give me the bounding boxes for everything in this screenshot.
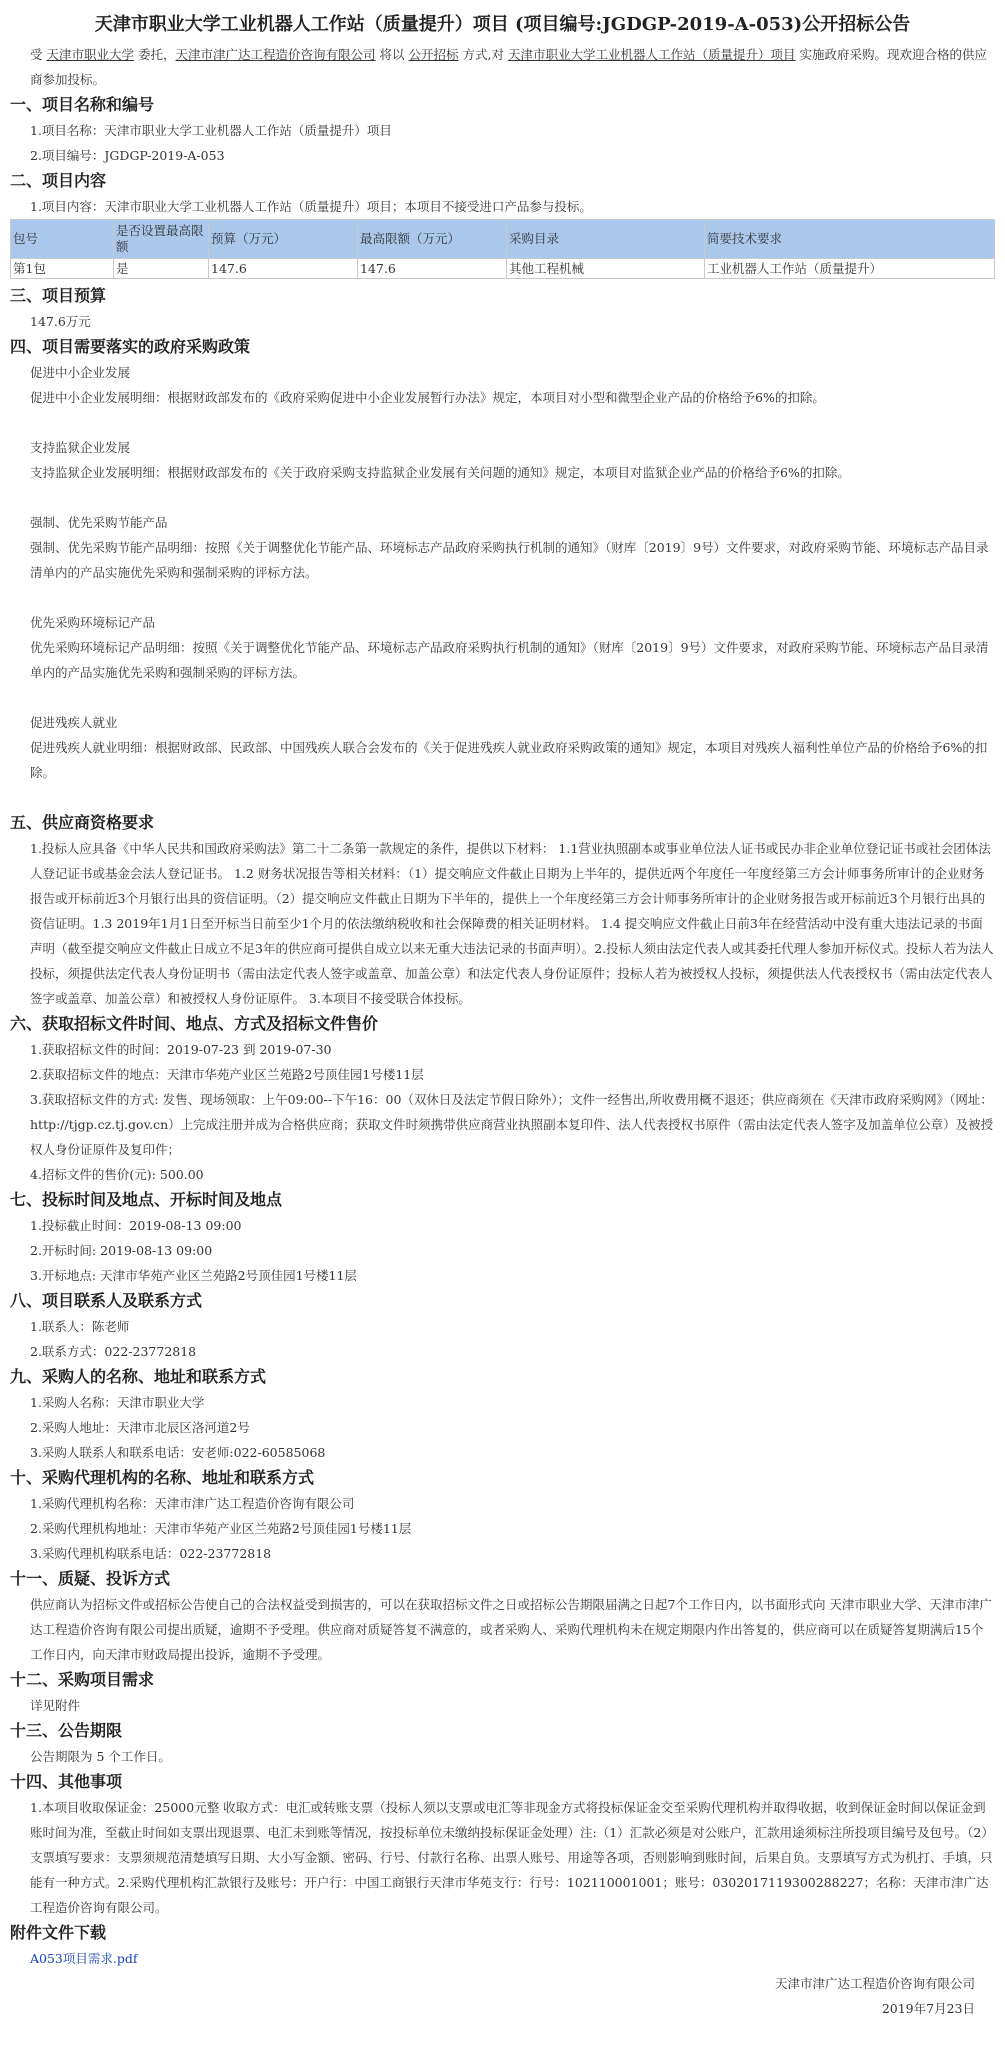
intro-text: 将以: [379, 47, 405, 62]
buyer-name: 天津市职业大学: [46, 47, 135, 62]
section-heading-4: 四、项目需要落实的政府采购政策: [10, 337, 251, 356]
contact-phone: 2.联系方式：022-23772818: [30, 1344, 197, 1359]
section-heading-8: 八、项目联系人及联系方式: [10, 1291, 203, 1310]
policy-detail: 支持监狱企业发展明细：根据财政部发布的《关于政府采购支持监狱企业发展有关问题的通知》规定，本项目对监狱企业产品的价格给予6%的扣除。: [30, 465, 850, 480]
section-heading-5: 五、供应商资格要求: [10, 813, 155, 832]
agency-address: 2.采购代理机构地址：天津市华苑产业区兰苑路2号顶佳园1号楼11层: [30, 1521, 412, 1536]
table-row: [11, 259, 995, 279]
doc-way: 3.获取招标文件的方式: 发售、现场领取：上午09:00--下午16：00（双休日及法定节假日除外）；文件一经售出,所收费用概不退还；供应商须在《天津市政府采购网》（网址：http://tjgp.cz.tj.gov.cn）上完成注册并成为合格供应商；获取文件时须携带供应商营业执照副本复印件、法人代表授权书原件（需由法定代表人签字及加盖单位公章）及被授权人身份证原件及复印件；: [30, 1092, 994, 1157]
table-cell: 工业机器人工作站（质量提升）: [705, 259, 995, 279]
section-heading-2: 二、项目内容: [10, 171, 107, 190]
attachment-list: [10, 1946, 995, 1971]
spacer: [10, 485, 995, 510]
policy-title: 强制、优先采购节能产品: [30, 515, 168, 530]
policy-title: 支持监狱企业发展: [30, 440, 131, 455]
section-heading-3: 三、项目预算: [10, 286, 107, 305]
agency-name-line: 1.采购代理机构名称：天津市津广达工程造价咨询有限公司: [30, 1496, 355, 1511]
policy-detail: 优先采购环境标记产品明细：按照《关于调整优化节能产品、环境标志产品政府采购执行机制的通知》（财库〔2019〕9号）文件要求，对政府采购节能、环境标志产品目录清单内的产品实施优先采购和强制采购的评标方法。: [30, 640, 989, 680]
section-heading-11: 十一、质疑、投诉方式: [10, 1569, 171, 1588]
signature-date: 2019年7月23日: [881, 2001, 975, 2016]
policy-title: 促进残疾人就业: [30, 715, 118, 730]
announcement-page: [10, 0, 995, 2021]
bid-deadline: 1.投标截止时间：2019-08-13 09:00: [30, 1218, 242, 1233]
section-heading-14: 十四、其他事项: [10, 1772, 123, 1791]
buyer-name-line: 1.采购人名称：天津市职业大学: [30, 1395, 205, 1410]
policy-title: 促进中小企业发展: [30, 365, 131, 380]
project-name-line: 1.项目名称：天津市职业大学工业机器人工作站（质量提升）项目: [30, 123, 392, 138]
table-header: 采购目录: [507, 220, 705, 259]
spacer: [10, 410, 995, 435]
spacer: [10, 685, 995, 710]
open-place: 3.开标地点: 天津市华苑产业区兰苑路2号顶佳园1号楼11层: [30, 1268, 357, 1283]
buyer-contact: 3.采购人联系人和联系电话：安老师:022-60585068: [30, 1445, 326, 1460]
intro-text: 方式,对: [462, 47, 504, 62]
notice-period: 公告期限为 5 个工作日。: [30, 1749, 171, 1764]
table-cell: 其他工程机械: [507, 259, 705, 279]
table-cell: 是: [114, 259, 209, 279]
spacer: [10, 585, 995, 610]
section-heading-6: 六、获取招标文件时间、地点、方式及招标文件售价: [10, 1014, 379, 1033]
doc-price: 4.招标文件的售价(元): 500.00: [30, 1167, 204, 1182]
requirement-text: 详见附件: [30, 1698, 81, 1713]
intro-text: 受: [30, 47, 43, 62]
section-heading-9: 九、采购人的名称、地址和联系方式: [10, 1367, 267, 1386]
page-title: 天津市职业大学工业机器人工作站（质量提升）项目 (项目编号:JGDGP-2019-A-053)公开招标公告: [94, 14, 911, 35]
doc-place: 2.获取招标文件的地点：天津市华苑产业区兰苑路2号顶佳园1号楼11层: [30, 1067, 424, 1082]
policy-title: 优先采购环境标记产品: [30, 615, 156, 630]
project-content-line: 1.项目内容：天津市职业大学工业机器人工作站（质量提升）项目；本项目不接受进口产品参与投标。: [30, 199, 592, 214]
section-heading-10: 十、采购代理机构的名称、地址和联系方式: [10, 1468, 315, 1487]
intro-paragraph: [10, 42, 995, 92]
attachment-heading: 附件文件下载: [10, 1923, 107, 1942]
table-header: 简要技术要求: [705, 220, 995, 259]
policy-detail: 促进残疾人就业明细：根据财政部、民政部、中国残疾人联合会发布的《关于促进残疾人就业政府采购政策的通知》规定，本项目对残疾人福利性单位产品的价格给予6%的扣除。: [30, 740, 988, 780]
table-header: 是否设置最高限额: [114, 220, 209, 259]
section-heading-13: 十三、公告期限: [10, 1721, 123, 1740]
table-header: 包号: [11, 220, 114, 259]
table-cell: 147.6: [358, 259, 507, 279]
contact-person: 1.联系人：陈老师: [30, 1319, 130, 1334]
agency-name: 天津市津广达工程造价咨询有限公司: [175, 47, 376, 62]
signature-org: 天津市津广达工程造价咨询有限公司: [774, 1976, 975, 1991]
budget-amount: 147.6万元: [30, 314, 91, 329]
policy-detail: 促进中小企业发展明细：根据财政部发布的《政府采购促进中小企业发展暂行办法》规定，本项目对小型和微型企业产品的价格给予6%的扣除。: [30, 390, 825, 405]
package-table: [10, 219, 995, 279]
project-code-line: 2.项目编号：JGDGP-2019-A-053: [30, 148, 225, 163]
doc-time: 1.获取招标文件的时间：2019-07-23 到 2019-07-30: [30, 1042, 332, 1057]
policy-detail: 强制、优先采购节能产品明细：按照《关于调整优化节能产品、环境标志产品政府采购执行机制的通知》（财库〔2019〕9号）文件要求，对政府采购节能、环境标志产品目录清单内的产品实施优先采购和强制采购的评标方法。: [30, 540, 989, 580]
table-cell: 第1包: [11, 259, 114, 279]
qualification-text: 1.投标人应具备《中华人民共和国政府采购法》第二十二条第一款规定的条件，提供以下材料： 1.1营业执照副本或事业单位法人证书或民办非企业单位登记证书或社会团体法人登记证书或基金会法人登记证书。 1.2 财务状况报告等相关材料：（1）提交响应文件截止日期为上半年的，提供近两个年度任一年度经第三方会计师事务所审计的企业财务报告或开标前近3个月银行出具的资信证明。（2）提交响应文件截止日期为下半年的，提供上一个年度经第三方会计师事务所审计的企业财务报告或开标前近3个月银行出具的资信证明。1.3 2019年1月1日至开标当日前至少1个月的依法缴纳税收和社会保障费的相关证明材料。 1.4 提交响应文件截止日前3年在经营活动中没有重大违法记录的书面声明（截至提交响应文件截止日成立不足3年的供应商可提供自成立以来无重大违法记录的书面声明）。2.投标人须由法定代表人或其委托代理人参加开标仪式。投标人若为法人投标，须提供法定代表人身份证明书（需由法定代表人签字或盖章、加盖公章）和法定代表人身份证原件；投标人若为被授权人投标，须提供法人代表授权书（需由法定代表人签字或盖章、加盖公章）和被授权人身份证原件。 3.本项目不接受联合体投标。: [30, 841, 994, 1006]
open-time: 2.开标时间: 2019-08-13 09:00: [30, 1243, 213, 1258]
intro-text: 委托，: [138, 47, 176, 62]
project-name: 天津市职业大学工业机器人工作站（质量提升）项目: [507, 47, 796, 62]
procurement-method: 公开招标: [408, 47, 459, 62]
intro-text: 实施政府采购。现欢迎合格的供应商参加投标。: [30, 47, 987, 87]
section-heading-1: 一、项目名称和编号: [10, 95, 155, 114]
section-heading-7: 七、投标时间及地点、开标时间及地点: [10, 1190, 283, 1209]
table-header: 最高限额（万元）: [358, 220, 507, 259]
section-heading-12: 十二、采购项目需求: [10, 1670, 155, 1689]
buyer-address: 2.采购人地址：天津市北辰区洛河道2号: [30, 1420, 250, 1435]
complaint-text: 供应商认为招标文件或招标公告使自己的合法权益受到损害的，可以在获取招标文件之日或招标公告期限届满之日起7个工作日内，以书面形式向 天津市职业大学、天津市津广达工程造价咨询有限公司提出质疑，逾期不予受理。供应商对质疑答复不满意的，或者采购人、采购代理机构未在规定期限内作出答复的，供应商可以在质疑答复期满后15个工作日内，向天津市财政局提出投诉，逾期不予受理。: [30, 1597, 992, 1662]
table-header: 预算（万元）: [209, 220, 358, 259]
spacer: [10, 785, 995, 810]
other-matters-text: 1.本项目收取保证金：25000元整 收取方式：电汇或转账支票（投标人须以支票或电汇等非现金方式将投标保证金交至采购代理机构并取得收据，收到保证金时间以保证金到账时间为准，至截止时间如支票出现退票、电汇未到账等情况，按投标单位未缴纳投标保证金处理）注:（1）汇款必须是对公账户，汇款用途须标注所投项目编号及包号。（2）支票填写要求：支票须规范清楚填写日期、大小写金额、密码、行号、付款行名称、出票人账号、用途等各项，否则影响到账时间，后果自负。支票填写方式为机打、手填，只能有一种方式。2.采购代理机构汇款银行及账号：开户行：中国工商银行天津市华苑支行：行号：102110001001；账号：0302017119300288227；名称：天津市津广达工程造价咨询有限公司。: [30, 1800, 994, 1915]
attachment-link[interactable]: A053项目需求.pdf: [30, 1951, 138, 1966]
table-cell: 147.6: [209, 259, 358, 279]
agency-phone: 3.采购代理机构联系电话：022-23772818: [30, 1546, 272, 1561]
table-header-row: [11, 220, 995, 259]
